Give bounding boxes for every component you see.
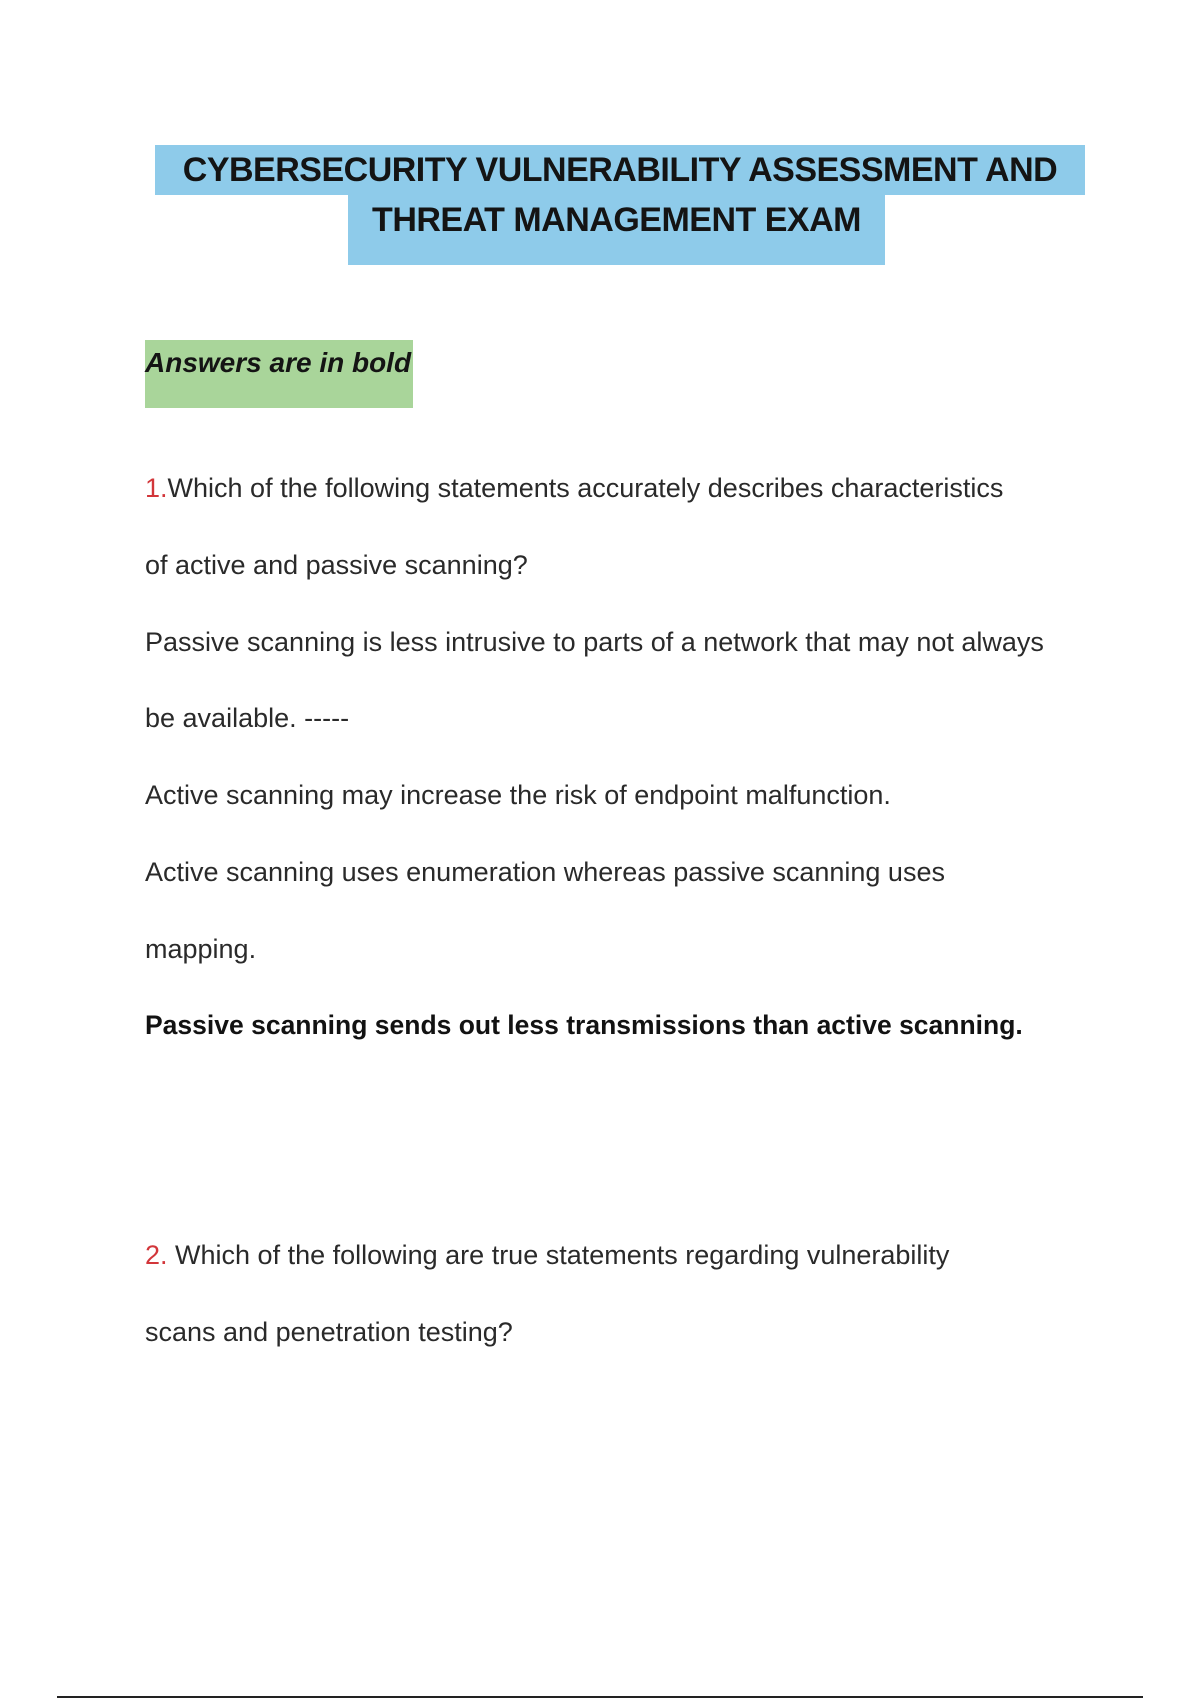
question-2-text: Which of the following are true statements regarding vulnerability: [167, 1240, 950, 1270]
question-1-line-2: of active and passive scanning?: [145, 550, 528, 580]
question-1-number: 1.: [145, 473, 168, 503]
title-line-2: THREAT MANAGEMENT EXAM: [348, 195, 885, 265]
page-bottom-rule: [57, 1696, 1143, 1698]
question-1-option-2: Active scanning may increase the risk of endpoint malfunction.: [145, 780, 891, 810]
question-1-line-1: [145, 470, 1003, 506]
question-1-option-1-line-1: Passive scanning is less intrusive to parts of a network that may not always: [145, 627, 1044, 657]
question-1-correct-answer: Passive scanning sends out less transmissions than active scanning.: [145, 1010, 1023, 1040]
question-1-text: Which of the following statements accurately describes characteristics: [167, 473, 1004, 503]
title-line-1: CYBERSECURITY VULNERABILITY ASSESSMENT AND: [155, 145, 1085, 195]
question-2-line-1: [145, 1237, 949, 1273]
question-1-option-3-line-2: mapping.: [145, 934, 257, 964]
question-1-option-1-line-2: be available. -----: [145, 703, 350, 733]
answers-note: Answers are in bold: [145, 340, 413, 408]
question-2-line-2: scans and penetration testing?: [145, 1317, 513, 1347]
question-1-option-3-line-1: Active scanning uses enumeration whereas passive scanning uses: [145, 857, 945, 887]
question-2-number: 2.: [145, 1240, 168, 1270]
